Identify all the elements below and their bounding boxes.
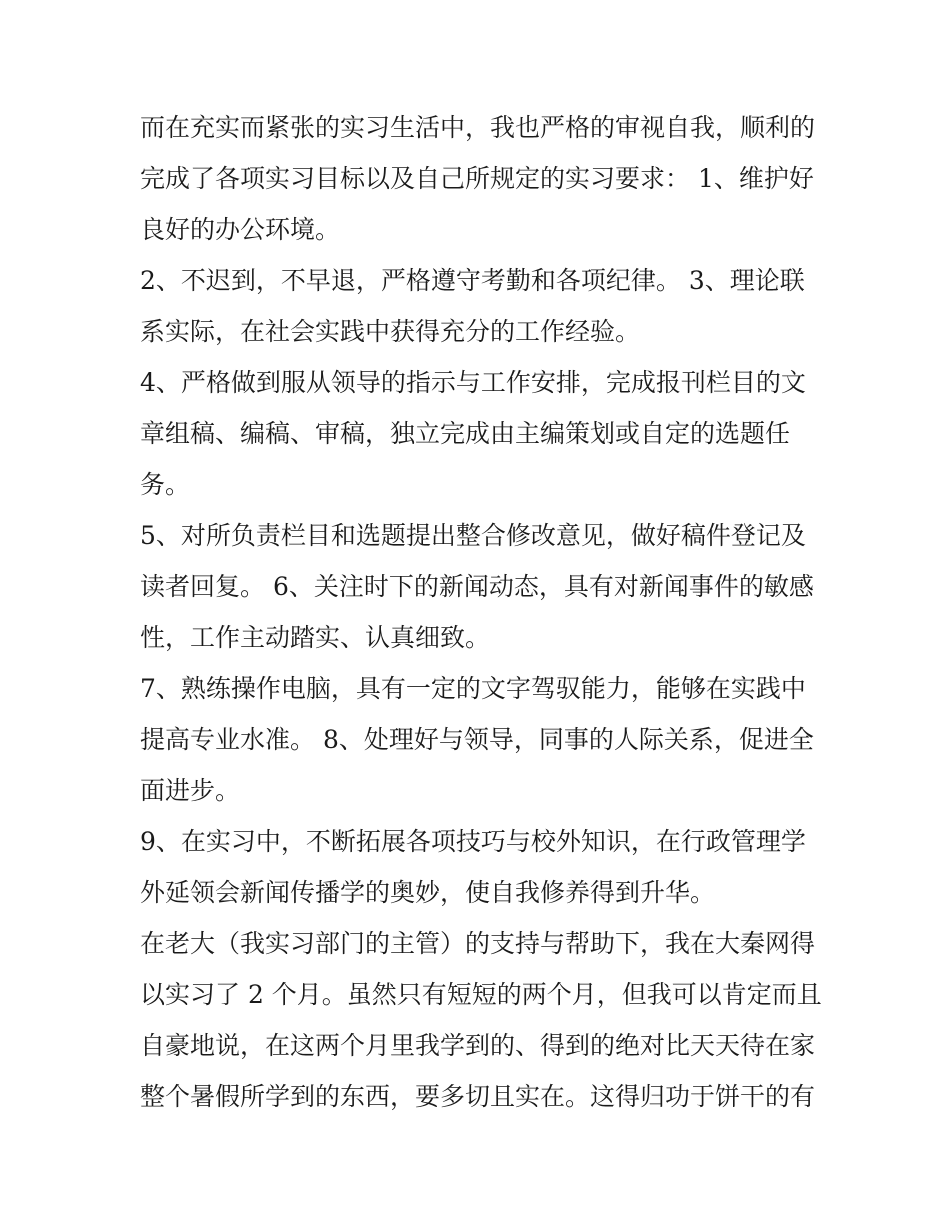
text-line: 以实习了 2 个月。虽然只有短短的两个月，但我可以肯定而且 bbox=[140, 980, 822, 1009]
text-line: 务。 bbox=[140, 470, 191, 499]
text-line: 2、不迟到，不早退，严格遵守考勤和各项纪律。 3、理论联 bbox=[140, 266, 805, 295]
text-line: 在老大（我实习部门的主管）的支持与帮助下，我在大秦网得 bbox=[140, 929, 816, 958]
text-line: 提高专业水准。 8、处理好与领导，同事的人际关系，促进全 bbox=[140, 725, 814, 754]
document-body bbox=[140, 102, 822, 1122]
text-line: 整个暑假所学到的东西，要多切且实在。这得归功于饼干的有 bbox=[140, 1082, 816, 1111]
text-line: 良好的办公环境。 bbox=[140, 215, 341, 244]
text-line: 面进步。 bbox=[140, 776, 241, 805]
text-line: 9、在实习中，不断拓展各项技巧与校外知识，在行政管理学 bbox=[140, 827, 806, 856]
text-line: 完成了各项实习目标以及自己所规定的实习要求： 1、维护好 bbox=[140, 164, 814, 193]
text-line: 7、熟练操作电脑，具有一定的文字驾驭能力，能够在实践中 bbox=[140, 674, 806, 703]
text-line: 性，工作主动踏实、认真细致。 bbox=[140, 623, 491, 652]
text-line: 5、对所负责栏目和选题提出整合修改意见，做好稿件登记及 bbox=[140, 521, 806, 550]
text-line: 外延领会新闻传播学的奥妙，使自我修养得到升华。 bbox=[140, 878, 716, 907]
text-line: 读者回复。 6、关注时下的新闻动态，具有对新闻事件的敏感 bbox=[140, 572, 814, 601]
text-line: 4、严格做到服从领导的指示与工作安排，完成报刊栏目的文 bbox=[140, 368, 806, 397]
text-line: 系实际，在社会实践中获得充分的工作经验。 bbox=[140, 317, 641, 346]
text-line: 章组稿、编稿、审稿，独立完成由主编策划或自定的选题任 bbox=[140, 419, 791, 448]
text-line: 而在充实而紧张的实习生活中，我也严格的审视自我，顺利的 bbox=[140, 113, 816, 142]
text-line: 自豪地说，在这两个月里我学到的、得到的绝对比天天待在家 bbox=[140, 1031, 816, 1060]
